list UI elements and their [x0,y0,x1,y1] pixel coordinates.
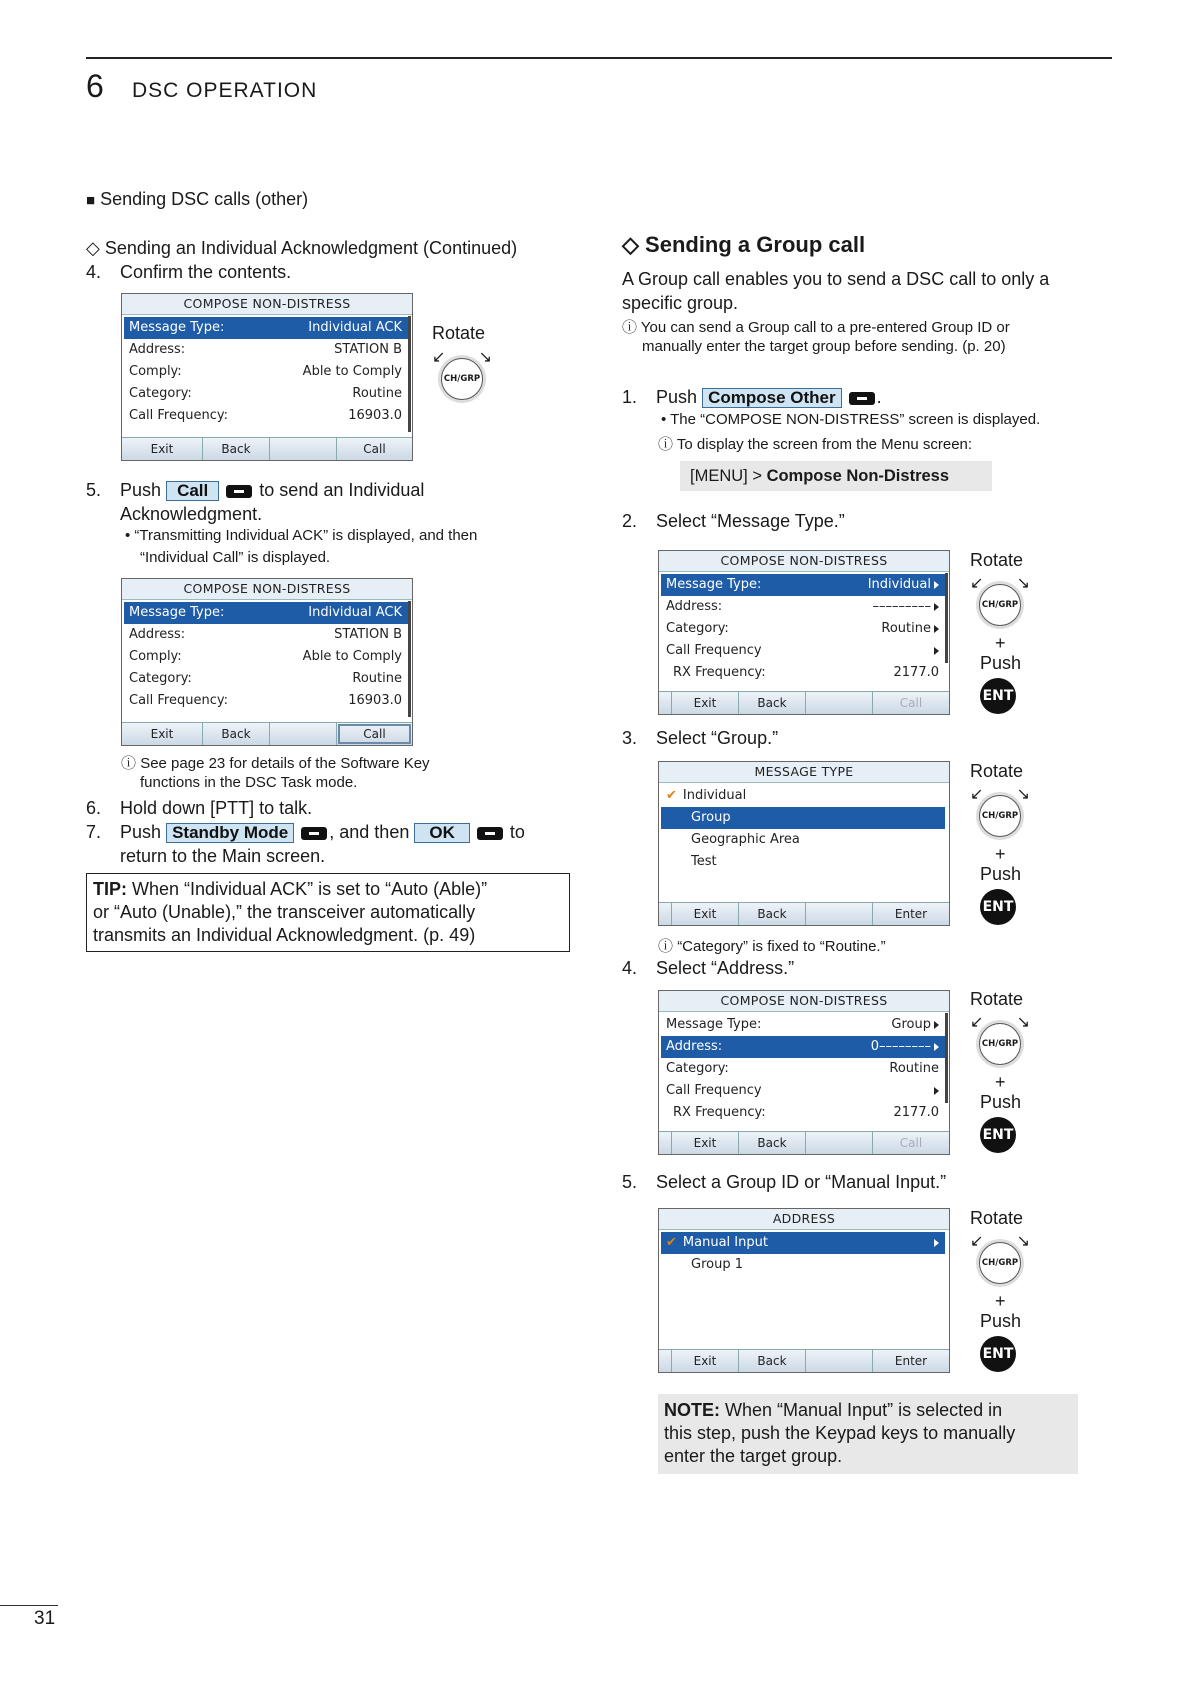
screen-title: COMPOSE NON-DISTRESS [122,294,412,315]
left-step-6 [86,797,312,820]
dial-label: CH/GRP [981,600,1019,610]
softkey-blank[interactable] [270,723,337,745]
rotate-label: Rotate [970,550,1024,570]
softkey-blank[interactable] [270,438,337,460]
rotate-left-icon: ↙ [432,349,446,366]
standby-mode-key-label: Standby Mode [166,823,294,843]
compose-other-key-label: Compose Other [702,388,842,408]
dial-ch-grp[interactable] [432,350,492,406]
step-text: Push [120,822,162,842]
info-icon: ⓘ [121,755,137,772]
dial-label: CH/GRP [981,1258,1019,1268]
softkey-call[interactable]: Call [337,723,412,745]
ent-key[interactable]: ENT [980,1336,1016,1372]
screen-row[interactable]: Category: Routine [661,618,945,640]
step-number: 4. [622,958,638,978]
note-label: NOTE: [664,1400,720,1420]
dial-label: CH/GRP [981,1039,1019,1049]
softkey-back[interactable]: Back [203,723,270,745]
ent-key[interactable]: ENT [980,1117,1016,1153]
softkey-bar [659,1349,949,1372]
section-title-text: Sending DSC calls (other) [100,189,309,209]
screen-compose-ack-2 [121,578,413,746]
screen-row[interactable]: Address: ––––––––– [661,596,945,618]
push-label: Push [980,864,1022,884]
rotate-left-icon: ↙ [970,786,984,803]
rotate-right-icon: ↘ [1016,786,1030,803]
screen-title: MESSAGE TYPE [659,762,949,783]
left-step-7: 7. Push Standby Mode , and then OK to [86,822,525,842]
list-item[interactable]: ✔ Individual [661,785,945,807]
step-number: 6. [86,798,102,818]
step-number: 3. [622,728,638,748]
info-icon: ⓘ [658,938,674,955]
section-marker: ■ [86,192,96,209]
right-step-1: 1. Push Compose Other . [622,387,882,407]
push-label: Push [980,653,1022,673]
softkey-back[interactable]: Back [739,692,806,714]
rotate-right-icon: ↘ [1016,1233,1030,1250]
screen-title: COMPOSE NON-DISTRESS [659,551,949,572]
check-icon: ✔ [666,788,677,803]
screen-compose-group-2 [658,990,950,1155]
softkey-bar [659,691,949,714]
left-step-5-cont: Acknowledgment. [120,504,263,524]
scrollbar [408,316,411,432]
list-item[interactable]: Group [661,807,945,829]
screen-row[interactable]: Comply: Able to Comply [129,364,402,379]
list-item[interactable]: Geographic Area [691,832,800,847]
right-info-1: ⓘ You can send a Group call to a pre-entered Group ID or [622,319,1010,336]
dial-ch-grp[interactable] [970,1234,1030,1290]
menu-path-box: [MENU] > Compose Non-Distress [680,461,992,491]
push-label: Push [980,1311,1022,1331]
chapter-number: 6 [86,68,104,104]
softkey-icon [849,392,875,405]
ent-key[interactable]: ENT [980,678,1016,714]
dial-label: CH/GRP [981,811,1019,821]
left-subtitle: ◇ Sending an Individual Acknowledgment (Continued) [86,238,518,258]
step-number: 2. [622,511,638,531]
rotate-label: Rotate [970,761,1024,781]
softkey-back[interactable]: Back [203,438,270,460]
section-title [86,188,308,212]
screen-title: ADDRESS [659,1209,949,1230]
step-number: 4. [86,262,102,282]
screen-row[interactable]: Comply: Able to Comply [129,649,402,664]
right-title: ◇ Sending a Group call [622,232,866,257]
screen-row[interactable]: Call Frequency: 16903.0 [129,693,402,708]
screen-row[interactable]: Message Type: Individual ACK [124,602,408,624]
tip-box: TIP: When “Individual ACK” is set to “Auto (Able)” or “Auto (Unable),” the transceiver automatically transmits an Individual Acknowledgment. (p. 49) [86,873,570,952]
step-text: Hold down [PTT] to talk. [120,798,313,818]
list-item[interactable]: Test [691,854,717,869]
screen-title: COMPOSE NON-DISTRESS [659,991,949,1012]
screen-row[interactable]: Category: Routine [666,1061,939,1076]
plus-sign: + [995,844,1006,864]
step-number: 7. [86,822,102,842]
screen-title: COMPOSE NON-DISTRESS [122,579,412,600]
dial-label: CH/GRP [443,374,481,384]
rotate-label: Rotate [970,1208,1024,1228]
right-step-3 [622,727,778,750]
header-rule [86,57,1112,59]
bullet-text: • “Transmitting Individual ACK” is displayed, and then [125,527,478,544]
plus-sign: + [995,1072,1006,1092]
rotate-right-icon: ↘ [1016,1014,1030,1031]
info-icon: ⓘ [658,436,674,453]
left-step-4 [86,261,291,284]
plus-sign: + [995,1291,1006,1311]
left-step-5 [86,479,424,502]
rotate-left-icon: ↙ [970,1014,984,1031]
screen-row[interactable]: Message Type: Individual ACK [124,317,408,339]
softkey-icon [226,485,252,498]
right-info-3: ⓘ “Category” is fixed to “Routine.” [658,938,886,955]
bullet-text: “Individual Call” is displayed. [140,549,331,566]
softkey-back[interactable]: Back [739,1132,806,1154]
screen-address [658,1208,950,1373]
screen-compose-ack-1 [121,293,413,461]
screen-row[interactable]: Address: STATION B [129,342,402,357]
step-number: 5. [86,480,102,500]
left-info: ⓘ See page 23 for details of the Software Key [121,755,430,772]
right-info-1-cont: manually enter the target group before sending. (p. 20) [642,338,1006,355]
step-text: Select a Group ID or “Manual Input.” [656,1172,947,1192]
step-text: Select “Message Type.” [656,511,845,531]
step-text: Select “Group.” [656,728,779,748]
call-key-label: Call [166,481,219,501]
dial-ch-grp[interactable] [970,576,1030,632]
plus-sign: + [995,633,1006,653]
page-number: 31 [34,1608,56,1629]
right-step-4 [622,957,794,980]
chapter-title: DSC OPERATION [132,79,318,102]
tip-label: TIP: [93,879,127,899]
step-text: Push [656,387,698,407]
push-label: Push [980,1092,1022,1112]
screen-row[interactable]: RX Frequency: 2177.0 [673,1105,939,1120]
softkey-bar [659,902,949,925]
step-text: Push [120,480,162,500]
note-box: NOTE: When “Manual Input” is selected in this step, push the Keypad keys to manually enter the target group. [658,1394,1078,1474]
right-intro-cont: specific group. [622,293,739,313]
softkey-exit[interactable]: Exit [122,723,203,745]
softkey-bar [122,722,412,745]
step-text: Select “Address.” [656,958,795,978]
softkey-call[interactable]: Call [363,442,386,456]
right-step-5 [622,1171,946,1194]
softkey-bar [122,437,412,460]
softkey-exit[interactable]: Exit [672,692,739,714]
check-icon: ✔ [666,1235,677,1250]
right-info-2: ⓘ To display the screen from the Menu screen: [658,436,973,453]
left-step-7-cont: return to the Main screen. [120,846,326,866]
softkey-icon [301,827,327,840]
rotate-left-icon: ↙ [970,1233,984,1250]
softkey-back[interactable]: Back [739,903,806,925]
right-intro: A Group call enables you to send a DSC call to only a [622,269,1050,289]
dial-ch-grp[interactable] [970,787,1030,843]
list-item[interactable]: ✔ Manual Input [661,1232,945,1254]
right-step-2 [622,510,845,533]
softkey-call[interactable]: Call [899,1136,923,1150]
softkey-enter[interactable]: Enter [894,1354,928,1368]
rotate-label: Rotate [432,323,486,343]
softkey-exit[interactable]: Exit [122,438,203,460]
softkey-exit[interactable]: Exit [672,903,739,925]
screen-row[interactable]: Address: 0–––––––– [661,1036,945,1058]
softkey-back[interactable]: Back [739,1350,806,1372]
screen-row[interactable]: Message Type: Group [661,1014,945,1036]
screen-row[interactable]: Call Frequency [661,1080,945,1102]
scrollbar [408,601,411,717]
dial-ch-grp[interactable] [970,1015,1030,1071]
softkey-icon [477,827,503,840]
list-item[interactable]: Group 1 [691,1257,743,1272]
bullet-text: • The “COMPOSE NON-DISTRESS” screen is displayed. [661,411,1041,428]
screen-row[interactable]: Message Type: Individual [661,574,945,596]
screen-row[interactable]: RX Frequency: 2177.0 [673,665,939,680]
softkey-exit[interactable]: Exit [672,1132,739,1154]
softkey-bar [659,1131,949,1154]
rotate-right-icon: ↘ [1016,575,1030,592]
softkey-exit[interactable]: Exit [672,1350,739,1372]
rotate-left-icon: ↙ [970,575,984,592]
left-info-cont: functions in the DSC Task mode. [140,774,358,791]
screen-message-type [658,761,950,926]
softkey-enter[interactable]: Enter [894,907,928,921]
scrollbar [945,1013,948,1103]
step-number: 5. [622,1172,638,1192]
step-text: to send an Individual [259,480,425,500]
screen-row[interactable]: Address: STATION B [129,627,402,642]
screen-row[interactable]: Category: Routine [129,671,402,686]
ok-key-label: OK [414,823,470,843]
footer-rule [0,1605,58,1606]
rotate-right-icon: ↘ [478,349,492,366]
screen-row[interactable]: Call Frequency: 16903.0 [129,408,402,423]
screen-row[interactable]: Call Frequency [661,640,945,662]
screen-compose-group-1 [658,550,950,715]
info-icon: ⓘ [622,319,638,336]
softkey-call[interactable]: Call [899,696,923,710]
step-text: Confirm the contents. [120,262,292,282]
rotate-label: Rotate [970,989,1024,1009]
step-number: 1. [622,387,638,407]
screen-row[interactable]: Category: Routine [129,386,402,401]
ent-key[interactable]: ENT [980,889,1016,925]
scrollbar [945,573,948,663]
